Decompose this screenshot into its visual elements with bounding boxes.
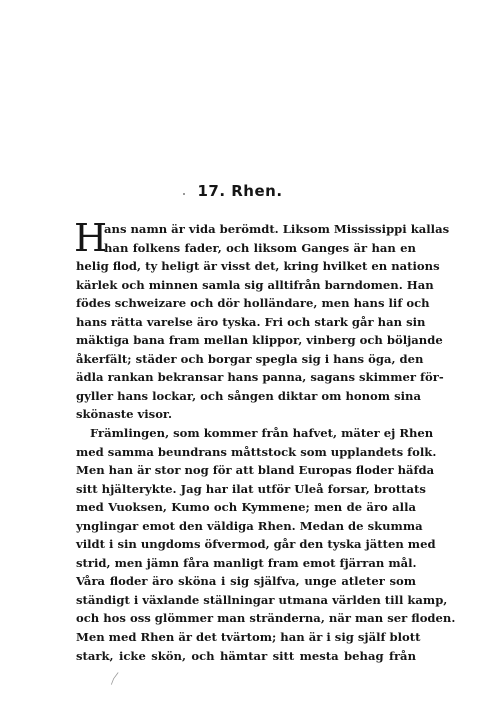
text-line: Våra floder äro sköna i sig själfva, unge atleter som	[76, 574, 416, 589]
text-line: sitt hjälterykte. Jag har ilat utför Uleå forsar, brottats	[76, 481, 426, 496]
text-line: kärlek och minnen samla sig alltifrån barndomen. Han	[76, 277, 434, 292]
text-line: han folkens fader, och liksom Ganges är han en	[104, 240, 416, 255]
text-line: Men han är stor nog för att bland Europas floder häfda	[76, 463, 435, 478]
text-line: helig flod, ty heligt är visst det, kring hvilket en nations	[76, 259, 440, 274]
ink-mark	[106, 671, 123, 687]
text-line: ynglingar emot den väldiga Rhen. Medan de skumma	[76, 518, 423, 533]
print-speck	[183, 193, 185, 195]
text-line: mäktiga bana fram mellan klippor, vinberg och böljande	[76, 333, 443, 348]
text-line: gyller hans lockar, och sången diktar om honom sina	[76, 388, 421, 403]
text-line: med samma beundrans måttstock som upplandets folk.	[76, 444, 437, 459]
chapter-title: 17. Rhen.	[197, 182, 283, 200]
text-line: stark, icke skön, och hämtar sitt mesta behag från	[76, 648, 416, 663]
text-line: strid, men jämn fåra manligt fram emot fjärran mål.	[76, 555, 417, 570]
text-line: ädla rankan bekransar hans panna, sagans skimmer för-	[76, 370, 444, 385]
body-text	[74, 216, 456, 665]
text-line: vildt i sin ungdoms öfvermod, går den tyska jätten med	[76, 537, 436, 552]
text-line: hans rätta varelse äro tyska. Fri och stark går han sin	[76, 314, 426, 329]
text-line: med Vuoksen, Kumo och Kymmene; men de äro alla	[76, 500, 416, 515]
text-line: Främlingen, som kommer från hafvet, mäter ej Rhen	[90, 426, 434, 441]
text-line: ständigt i växlande ställningar utmana världen till kamp,	[76, 592, 448, 607]
text-line: och hos oss glömmer man stränderna, när man ser floden.	[76, 611, 456, 626]
text-line: födes schweizare och dör holländare, men hans lif och	[76, 296, 430, 311]
text-line: åkerfält; städer och borgar spegla sig i hans öga, den	[76, 351, 424, 366]
dropcap: H	[74, 216, 108, 260]
ink-mark-icon	[106, 671, 123, 687]
text-line: skönaste visor.	[76, 407, 173, 422]
text-line: Men med Rhen är det tvärtom; han är i sig själf blott	[76, 630, 421, 645]
text-line: ans namn är vida berömdt. Liksom Mississippi kallas	[104, 222, 450, 236]
